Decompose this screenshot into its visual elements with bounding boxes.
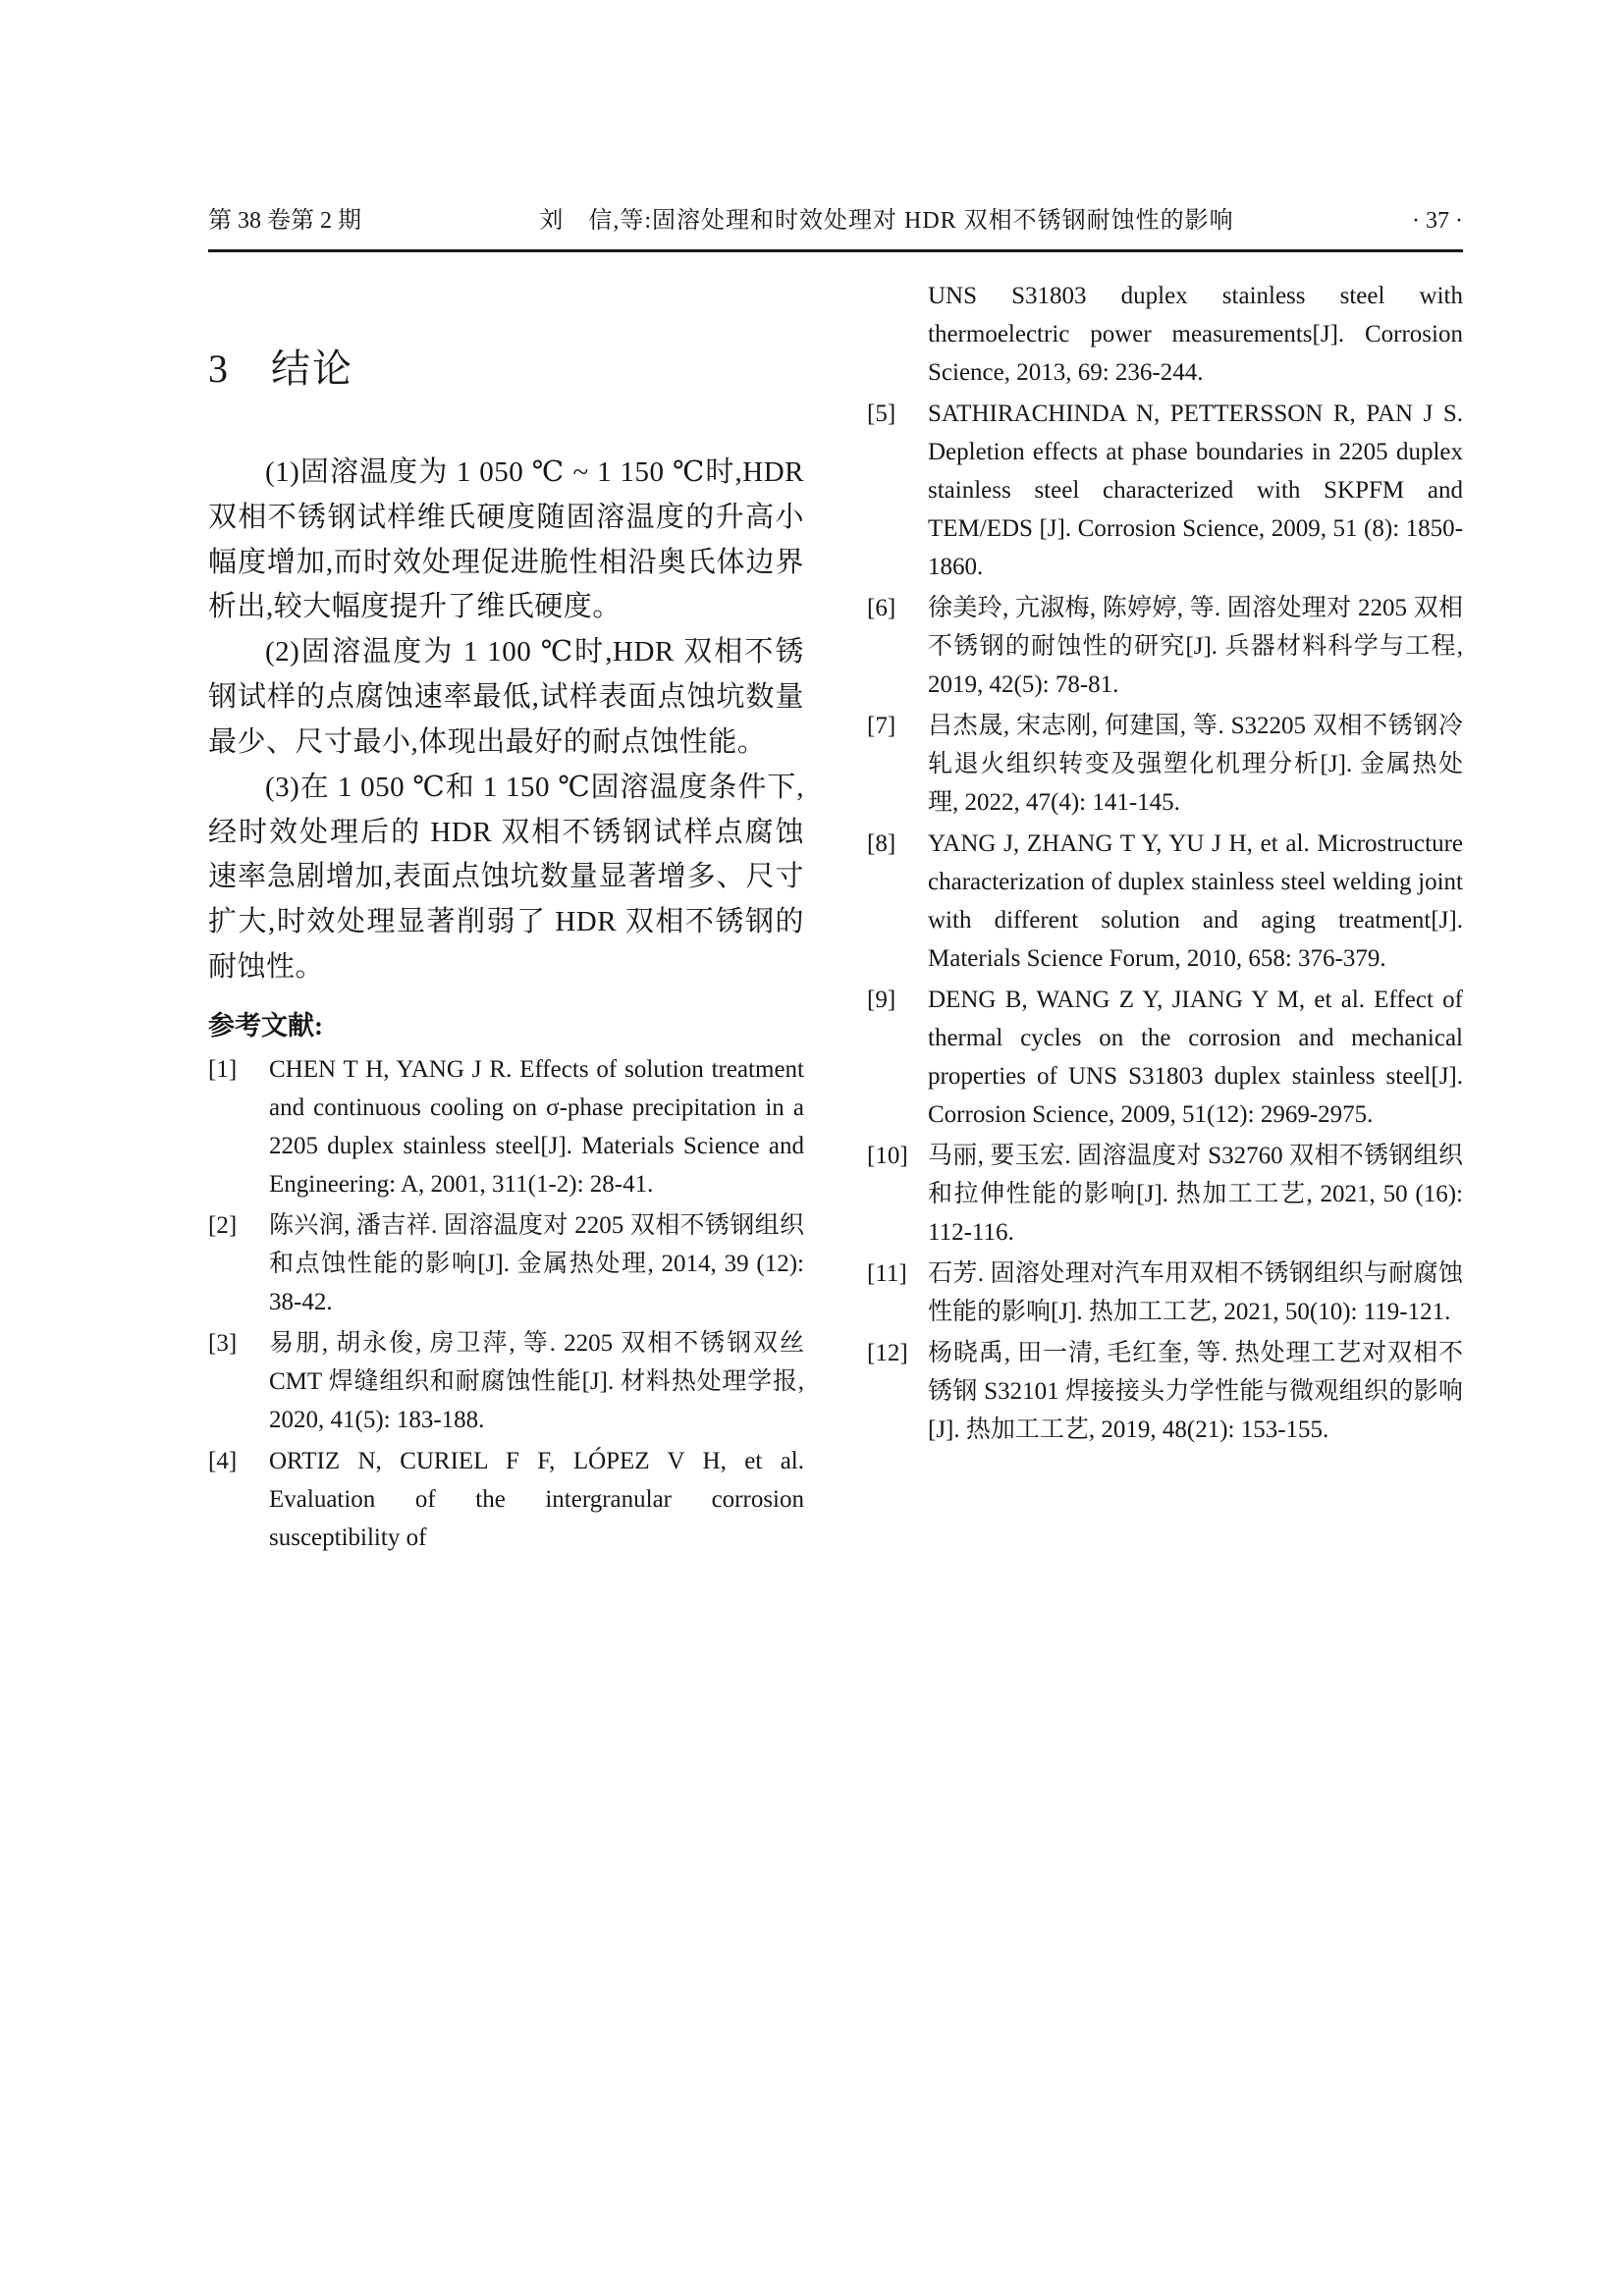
section-heading: 3 结论	[208, 347, 353, 391]
reference-label: [3]	[208, 1329, 238, 1357]
reference-item	[867, 395, 1463, 586]
reference-text: ORTIZ N, CURIEL F F, LÓPEZ V H, et al. Evaluation of the intergranular corrosion susceptibility of	[269, 1447, 804, 1551]
reference-text: YANG J, ZHANG T Y, YU J H, et al. Microstructure characterization of duplex stainless steel welding joint with different solution and aging treatment[J]. Materials Science Forum, 2010, 658: 376-379.	[928, 830, 1463, 972]
reference-text: SATHIRACHINDA N, PETTERSSON R, PAN J S. Depletion effects at phase boundaries in 2205 duplex stainless steel characterized with SKPFM and TEM/EDS [J]. Corrosion Science, 2009, 51 (8): 1850-1860.	[928, 400, 1463, 580]
reference-text: 徐美玲, 亢淑梅, 陈婷婷, 等. 固溶处理对 2205 双相不锈钢的耐蚀性的研究[J]. 兵器材料科学与工程, 2019, 42(5): 78-81.	[928, 595, 1463, 698]
reference-label: [5]	[867, 400, 896, 427]
reference-text: 陈兴润, 潘吉祥. 固溶温度对 2205 双相不锈钢组织和点蚀性能的影响[J]. 金属热处理, 2014, 39 (12): 38-42.	[269, 1211, 804, 1315]
header-rule	[208, 249, 1463, 252]
page-number: · 37 ·	[1412, 208, 1463, 234]
journal-issue: 第 38 卷第 2 期	[208, 208, 361, 234]
reference-item	[867, 1137, 1463, 1252]
reference-item	[208, 1324, 804, 1439]
reference-label: [7]	[867, 713, 896, 739]
left-column	[208, 277, 804, 1560]
conclusion-paragraph: (2)固溶温度为 1 100 ℃时,HDR 双相不锈钢试样的点腐蚀速率最低,试样表面点蚀坑数量最少、尺寸最小,体现出最好的耐点蚀性能。	[208, 636, 804, 758]
reference-continuation: UNS S31803 duplex stainless steel with thermoelectric power measurements[J]. Corrosion Science, 2013, 69: 236-244.	[928, 283, 1463, 386]
reference-text: 易朋, 胡永俊, 房卫萍, 等. 2205 双相不锈钢双丝 CMT 焊缝组织和耐腐蚀性能[J]. 材料热处理学报, 2020, 41(5): 183-188.	[269, 1329, 804, 1433]
reference-item	[867, 981, 1463, 1134]
reference-text: DENG B, WANG Z Y, JIANG Y M, et al. Effect of thermal cycles on the corrosion and mechanical properties of UNS S31803 duplex stainless steel[J]. Corrosion Science, 2009, 51(12): 2969-2975.	[928, 987, 1463, 1128]
references-heading: 参考文献:	[208, 1010, 323, 1041]
reference-label: [10]	[867, 1143, 908, 1169]
right-column	[867, 277, 1463, 1560]
reference-text: 石芳. 固溶处理对汽车用双相不锈钢组织与耐腐蚀性能的影响[J]. 热加工工艺, 2021, 50(10): 119-121.	[928, 1260, 1463, 1325]
reference-text: 吕杰晟, 宋志刚, 何建国, 等. S32205 双相不锈钢冷轧退火组织转变及强塑化机理分析[J]. 金属热处理, 2022, 47(4): 141-145.	[928, 713, 1463, 816]
reference-label: [1]	[208, 1055, 238, 1083]
conclusion-paragraph: (3)在 1 050 ℃和 1 150 ℃固溶温度条件下,经时效处理后的 HDR 双相不锈钢试样点腐蚀速率急剧增加,表面点蚀坑数量显著增多、尺寸扩大,时效处理显著削弱了 HDR 双相不锈钢的耐蚀性。	[208, 771, 804, 983]
reference-text: 马丽, 要玉宏. 固溶温度对 S32760 双相不锈钢组织和拉伸性能的影响[J]. 热加工工艺, 2021, 50 (16): 112-116.	[928, 1143, 1463, 1246]
reference-label: [9]	[867, 987, 896, 1013]
reference-item	[208, 1050, 804, 1203]
reference-item	[208, 1206, 804, 1321]
running-title: 刘 信,等:固溶处理和时效处理对 HDR 双相不锈钢耐蚀性的影响	[539, 208, 1234, 234]
reference-item	[208, 1442, 804, 1557]
reference-label: [11]	[867, 1260, 907, 1287]
running-header	[208, 200, 1463, 235]
reference-item	[867, 1255, 1463, 1331]
reference-text: CHEN T H, YANG J R. Effects of solution treatment and continuous cooling on σ-phase precipitation in a 2205 duplex stainless steel[J]. Materials Science and Engineering: A, 2001, 311(1-2): 28-41.	[269, 1055, 804, 1198]
reference-item	[867, 589, 1463, 704]
reference-label: [12]	[867, 1340, 908, 1366]
reference-item	[867, 1334, 1463, 1449]
conclusion-paragraph: (1)固溶温度为 1 050 ℃ ~ 1 150 ℃时,HDR 双相不锈钢试样维氏硬度随固溶温度的升高小幅度增加,而时效处理促进脆性相沿奥氏体边界析出,较大幅度提升了维氏硬度。	[208, 456, 804, 623]
reference-text: 杨晓禹, 田一清, 毛红奎, 等. 热处理工艺对双相不锈钢 S32101 焊接接头力学性能与微观组织的影响[J]. 热加工工艺, 2019, 48(21): 153-155.	[928, 1340, 1463, 1443]
reference-item	[867, 825, 1463, 978]
reference-item	[867, 707, 1463, 822]
reference-label: [8]	[867, 830, 896, 857]
reference-label: [6]	[867, 595, 896, 621]
reference-label: [4]	[208, 1447, 238, 1474]
reference-label: [2]	[208, 1211, 238, 1239]
two-column-body	[208, 277, 1463, 1560]
